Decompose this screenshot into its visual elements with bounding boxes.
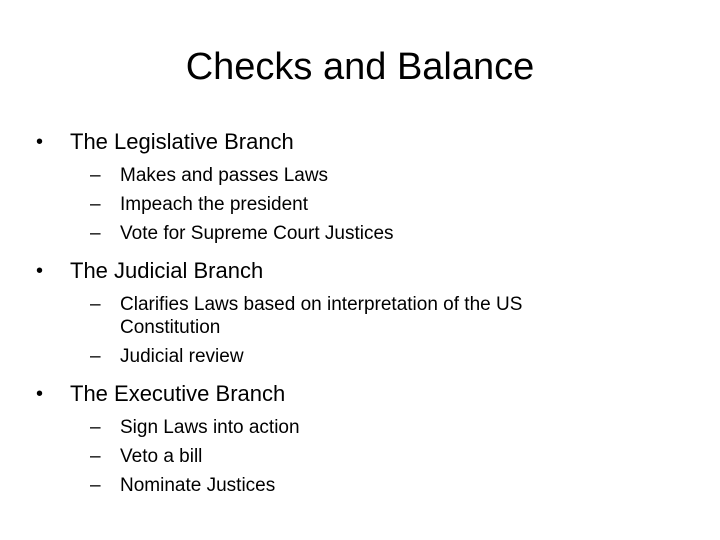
sub-bullet-list [90,293,676,368]
slide-title: Checks and Balance [185,46,535,88]
sub-bullet-item [90,345,676,368]
section-heading-text: The Legislative Branch [70,129,294,154]
dash-icon: – [90,223,101,244]
dash-icon: – [90,475,101,496]
sub-bullet-item [90,222,676,245]
sub-bullet-text: Veto a bill [120,446,203,467]
sub-bullet-item [90,416,676,439]
section-heading [36,257,676,285]
dash-icon: – [90,194,101,215]
sub-bullet-text: Clarifies Laws based on interpretation of the US Constitution [120,294,523,338]
section-executive [36,380,676,497]
bullet-icon: • [36,383,44,405]
section-legislative [36,128,676,245]
bullet-icon: • [36,131,44,153]
sub-bullet-item [90,474,676,497]
sub-bullet-text: Sign Laws into action [120,417,300,438]
section-heading-text: The Judicial Branch [70,258,264,283]
sub-bullet-item [90,293,676,339]
dash-icon: – [90,165,101,186]
dash-icon: – [90,417,101,438]
sub-bullet-list [90,164,676,245]
bullet-icon: • [36,260,44,282]
sub-bullet-item [90,193,676,216]
sub-bullet-text: Makes and passes Laws [120,165,329,186]
dash-icon: – [90,294,101,315]
section-heading [36,128,676,156]
sub-bullet-list [90,416,676,497]
sub-bullet-item [90,164,676,187]
sub-bullet-text: Nominate Justices [120,475,276,496]
sub-bullet-text: Judicial review [120,346,244,367]
sub-bullet-text: Impeach the president [120,194,309,215]
slide-body [36,128,676,509]
sub-bullet-text: Vote for Supreme Court Justices [120,223,394,244]
sub-bullet-item [90,445,676,468]
dash-icon: – [90,446,101,467]
section-heading-text: The Executive Branch [70,381,286,406]
section-judicial [36,257,676,368]
dash-icon: – [90,346,101,367]
section-heading [36,380,676,408]
